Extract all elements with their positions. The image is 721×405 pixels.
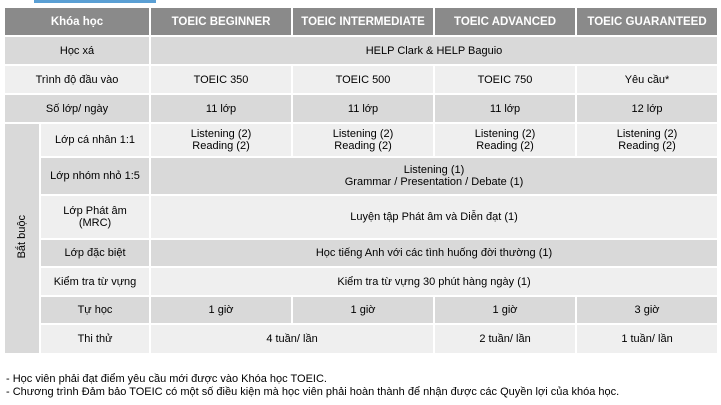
group-value bbox=[150, 157, 718, 195]
entry-advanced: TOEIC 750 bbox=[434, 65, 576, 94]
mock-test-advanced: 2 tuần/ lần bbox=[434, 324, 576, 354]
cell-line: Listening (2) bbox=[474, 128, 536, 140]
footnote-guarantee-conditions: - Chương trình Đảm bảo TOEIC có một số điều kiện mà học viên phải hoàn thành để nhận được các Quyền lợi của khóa học. bbox=[6, 386, 620, 398]
cell-line: Listening (2) bbox=[332, 128, 394, 140]
self-study-intermediate: 1 giờ bbox=[292, 296, 434, 324]
one-on-one-advanced bbox=[434, 123, 576, 157]
cell-line: Lớp Phát âm bbox=[63, 205, 127, 217]
header-col-intermediate: TOEIC INTERMEDIATE bbox=[292, 7, 434, 36]
classes-advanced: 11 lớp bbox=[434, 94, 576, 123]
row-pronunciation bbox=[4, 195, 718, 239]
row-classes-per-day bbox=[4, 94, 718, 123]
self-study-guaranteed: 3 giờ bbox=[576, 296, 718, 324]
row-label-vocab: Kiểm tra từ vựng bbox=[40, 267, 150, 296]
row-mock-test bbox=[4, 324, 718, 354]
classes-guaranteed: 12 lớp bbox=[576, 94, 718, 123]
entry-intermediate: TOEIC 500 bbox=[292, 65, 434, 94]
entry-guaranteed: Yêu cầu* bbox=[576, 65, 718, 94]
mock-test-guaranteed: 1 tuần/ lần bbox=[576, 324, 718, 354]
cell-line: Listening (2) bbox=[190, 128, 252, 140]
accent-bar bbox=[34, 0, 156, 3]
special-value: Học tiếng Anh với các tình huống đời thường (1) bbox=[150, 239, 718, 267]
row-one-on-one bbox=[4, 123, 718, 157]
vocab-value: Kiểm tra từ vựng 30 phút hàng ngày (1) bbox=[150, 267, 718, 296]
classes-beginner: 11 lớp bbox=[150, 94, 292, 123]
cell-line: Listening (1) bbox=[403, 164, 465, 176]
cell-line: Reading (2) bbox=[334, 140, 392, 152]
row-label-pronunciation bbox=[40, 195, 150, 239]
one-on-one-guaranteed bbox=[576, 123, 718, 157]
row-self-study bbox=[4, 296, 718, 324]
mock-test-beginner-intermediate: 4 tuần/ lần bbox=[150, 324, 434, 354]
cell-line: Reading (2) bbox=[192, 140, 250, 152]
campus-value: HELP Clark & HELP Baguio bbox=[150, 36, 718, 65]
footnote-entry-requirement: - Học viên phải đạt điểm yêu cầu mới được vào Khóa học TOEIC. bbox=[6, 373, 327, 385]
row-group-class bbox=[4, 157, 718, 195]
cell-line: (MRC) bbox=[78, 217, 112, 229]
row-campus bbox=[4, 36, 718, 65]
one-on-one-intermediate bbox=[292, 123, 434, 157]
row-label-entry: Trình độ đầu vào bbox=[4, 65, 150, 94]
header-col-advanced: TOEIC ADVANCED bbox=[434, 7, 576, 36]
pronunciation-value: Luyện tập Phát âm và Diễn đạt (1) bbox=[150, 195, 718, 239]
row-label-group: Lớp nhóm nhỏ 1:5 bbox=[40, 157, 150, 195]
mandatory-side-label bbox=[4, 123, 40, 354]
header-course-label: Khóa học bbox=[4, 7, 150, 36]
course-comparison-table bbox=[3, 6, 719, 355]
one-on-one-beginner bbox=[150, 123, 292, 157]
header-col-guaranteed: TOEIC GUARANTEED bbox=[576, 7, 718, 36]
header-col-beginner: TOEIC BEGINNER bbox=[150, 7, 292, 36]
row-vocab-test bbox=[4, 267, 718, 296]
mandatory-label: Bắt buộc bbox=[16, 215, 28, 259]
row-entry-level bbox=[4, 65, 718, 94]
row-special-class bbox=[4, 239, 718, 267]
cell-line: Grammar / Presentation / Debate (1) bbox=[344, 176, 524, 188]
header-row bbox=[4, 7, 718, 36]
cell-line: Reading (2) bbox=[476, 140, 534, 152]
cell-line: Reading (2) bbox=[618, 140, 676, 152]
classes-intermediate: 11 lớp bbox=[292, 94, 434, 123]
entry-beginner: TOEIC 350 bbox=[150, 65, 292, 94]
row-label-self-study: Tự học bbox=[40, 296, 150, 324]
row-label-campus: Học xá bbox=[4, 36, 150, 65]
row-label-classes: Số lớp/ ngày bbox=[4, 94, 150, 123]
row-label-special: Lớp đặc biệt bbox=[40, 239, 150, 267]
row-label-one-on-one: Lớp cá nhân 1:1 bbox=[40, 123, 150, 157]
row-label-mock-test: Thi thử bbox=[40, 324, 150, 354]
self-study-advanced: 1 giờ bbox=[434, 296, 576, 324]
self-study-beginner: 1 giờ bbox=[150, 296, 292, 324]
footnotes bbox=[6, 373, 619, 399]
cell-line: Listening (2) bbox=[616, 128, 678, 140]
